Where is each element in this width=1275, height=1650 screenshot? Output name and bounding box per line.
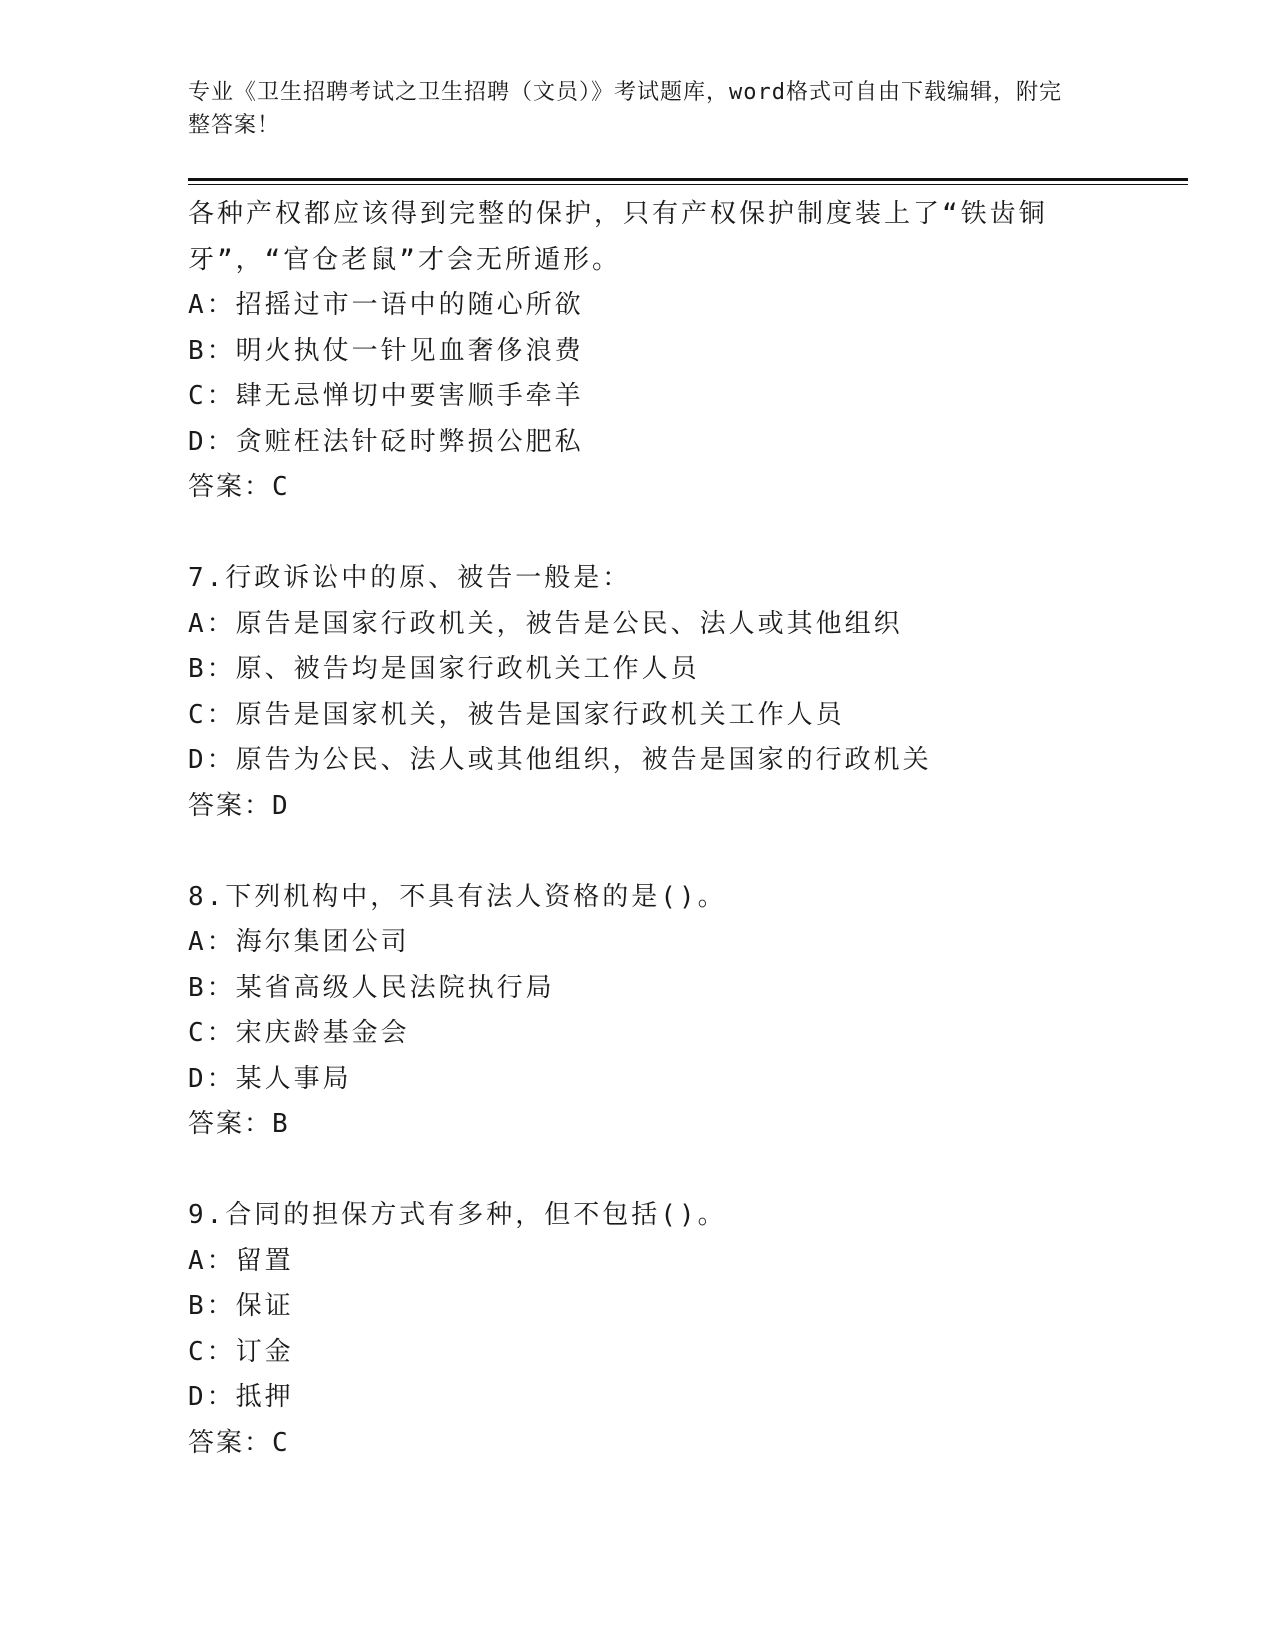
option-a: A：海尔集团公司 [188,927,410,957]
question-8 [188,875,1188,1148]
option-d: D：抵押 [188,1382,294,1412]
question-7 [188,556,1188,829]
question-stem: 7.行政诉讼中的原、被告一般是： [188,563,632,593]
option-d: D：某人事局 [188,1063,352,1094]
option-b: B：某省高级人民法院执行局 [188,972,555,1003]
option-b: B：保证 [188,1291,294,1321]
question-stem: 8.下列机构中，不具有法人资格的是()。 [188,881,727,912]
option-c: C：原告是国家机关，被告是国家行政机关工作人员 [188,699,845,730]
question-stem: 9.合同的担保方式有多种，但不包括()。 [188,1200,727,1230]
option-c: C：肆无忌惮切中要害顺手牵羊 [188,381,584,411]
answer-label: 答案： [188,1427,273,1458]
answer-label: 答案： [188,790,273,821]
option-a: A：原告是国家行政机关，被告是公民、法人或其他组织 [188,608,903,639]
answer-value: C [272,472,290,502]
option-b: B：原、被告均是国家行政机关工作人员 [188,654,700,684]
question-9 [188,1193,1188,1466]
answer-line [188,465,1188,511]
spacer [188,829,1188,875]
spacer [188,511,1188,557]
answer-line [188,784,1188,830]
answer-label: 答案： [188,1109,273,1139]
option-d: D：原告为公民、法人或其他组织，被告是国家的行政机关 [188,745,932,775]
answer-value: D [272,790,290,821]
spacer [188,1148,1188,1194]
answer-value: C [272,1427,290,1458]
option-c: C：宋庆龄基金会 [188,1018,410,1048]
question-stem: 各种产权都应该得到完整的保护，只有产权保护制度装上了“铁齿铜 [188,199,1048,229]
answer-label: 答案： [188,472,273,502]
option-d: D：贪赃枉法针砭时弊损公肥私 [188,426,584,457]
option-c: C：订金 [188,1336,294,1367]
option-b: B：明火执仗一针见血奢侈浪费 [188,335,584,366]
answer-line [188,1102,1188,1148]
question-list [188,192,1188,1466]
question-stem: 牙”，“官仓老鼠”才会无所遁形。 [188,244,621,275]
header-divider-thick [188,178,1188,181]
answer-line [188,1421,1188,1467]
header-divider-thin [188,184,1188,185]
question-continued [188,192,1188,511]
document-header: 专业《卫生招聘考试之卫生招聘（文员）》考试题库，word格式可自由下载编辑，附完整答案！ [188,80,1062,138]
answer-value: B [272,1109,290,1139]
option-a: A：留置 [188,1245,294,1276]
option-a: A：招摇过市一语中的随心所欲 [188,290,584,320]
